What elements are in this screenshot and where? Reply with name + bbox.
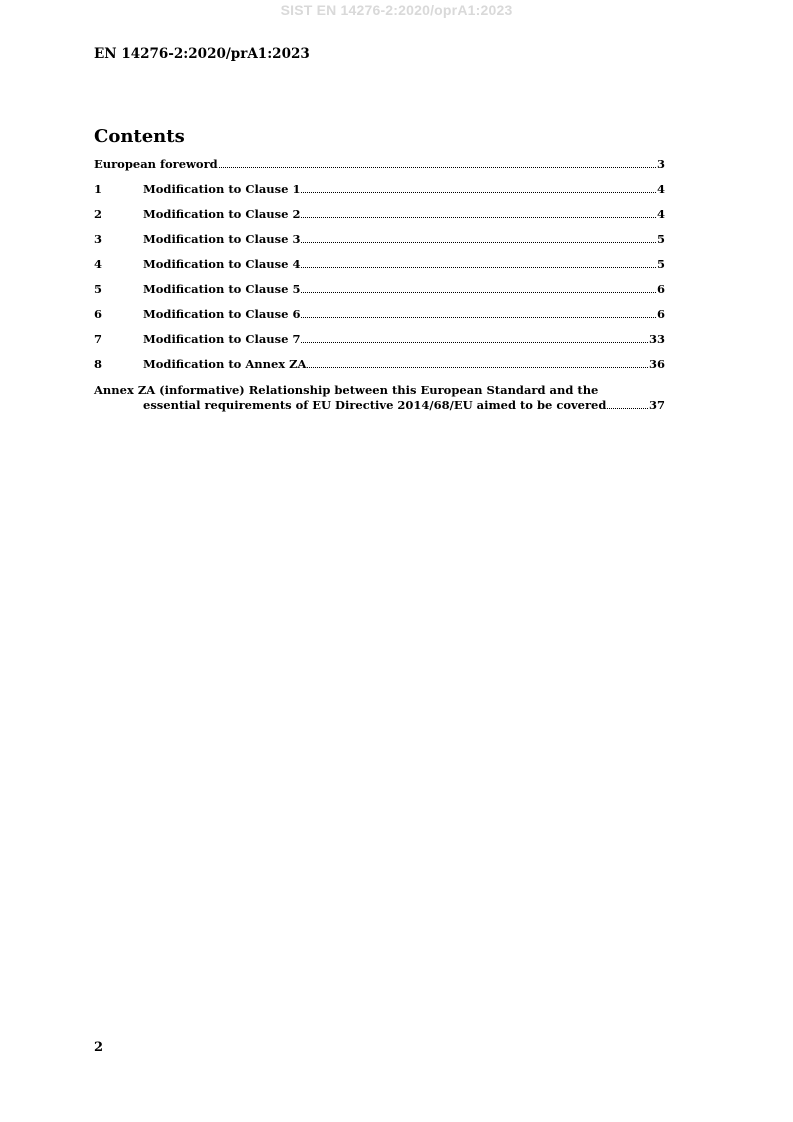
toc-entry-number: 1: [94, 182, 103, 196]
toc-entry-clause-6[interactable]: [94, 306, 665, 331]
toc-entry-title: Modification to Clause 3: [143, 232, 301, 246]
toc-entry-number: 3: [94, 232, 103, 246]
toc-entry-page: 36: [648, 357, 665, 371]
toc-entry-clause-5[interactable]: [94, 281, 665, 306]
toc-annex-title-line2-row: [94, 398, 665, 413]
toc-entry-clause-7[interactable]: [94, 331, 665, 356]
toc-entry-clause-2[interactable]: [94, 206, 665, 231]
toc-annex-title-line1: Annex ZA (informative) Relationship between this European Standard and the: [94, 383, 599, 397]
toc-leader-dots: [301, 292, 656, 293]
toc-entry-clause-3[interactable]: [94, 231, 665, 256]
toc-entry-number: 4: [94, 257, 103, 271]
toc-entry-page: 6: [656, 282, 665, 296]
document-id: EN 14276-2:2020/prA1:2023: [94, 46, 310, 62]
toc-leader-dots: [301, 217, 656, 218]
toc-entry-annex-za[interactable]: [94, 383, 665, 413]
toc-entry-title: Modification to Clause 2: [143, 207, 301, 221]
contents-heading: Contents: [94, 126, 185, 147]
toc-leader-dots: [301, 317, 656, 318]
toc-entry-title: Modification to Clause 6: [143, 307, 301, 321]
toc-entry-number: 8: [94, 357, 103, 371]
toc-entry-title: Modification to Clause 4: [143, 257, 301, 271]
toc-entry-page: 3: [656, 157, 665, 171]
watermark: SIST EN 14276-2:2020/oprA1:2023: [280, 2, 513, 18]
toc-entry-number: 5: [94, 282, 103, 296]
toc-entry-page: 4: [656, 182, 665, 196]
toc-entry-title: Modification to Clause 5: [143, 282, 301, 296]
toc-leader-dots: [301, 342, 648, 343]
toc-entry-page: 6: [656, 307, 665, 321]
toc-leader-dots: [301, 242, 656, 243]
toc-annex-title-line2: essential requirements of EU Directive 2014/68/EU aimed to be covered: [143, 398, 607, 412]
toc-leader-dots: [219, 167, 656, 168]
toc-entry-number: 6: [94, 307, 103, 321]
toc-entry-number: 7: [94, 332, 103, 346]
toc-leader-dots: [301, 267, 656, 268]
toc-entry-title: Modification to Annex ZA: [143, 357, 307, 371]
toc-leader-dots: [301, 192, 656, 193]
toc-entry-clause-8[interactable]: [94, 356, 665, 381]
toc-entry-clause-1[interactable]: [94, 181, 665, 206]
toc-entry-clause-4[interactable]: [94, 256, 665, 281]
toc-entry-foreword[interactable]: [94, 156, 665, 181]
toc-entry-title: Modification to Clause 7: [143, 332, 301, 346]
toc-leader-dots: [307, 367, 648, 368]
toc-entry-page: 4: [656, 207, 665, 221]
toc-entry-page: 37: [648, 398, 665, 412]
toc-entry-page: 33: [648, 332, 665, 346]
toc-entry-page: 5: [656, 257, 665, 271]
toc-entry-title: European foreword: [94, 157, 218, 171]
table-of-contents: [94, 156, 665, 413]
toc-entry-page: 5: [656, 232, 665, 246]
page-number: 2: [94, 1040, 104, 1055]
toc-entry-number: 2: [94, 207, 103, 221]
toc-entry-title: Modification to Clause 1: [143, 182, 301, 196]
toc-leader-dots: [607, 408, 648, 409]
